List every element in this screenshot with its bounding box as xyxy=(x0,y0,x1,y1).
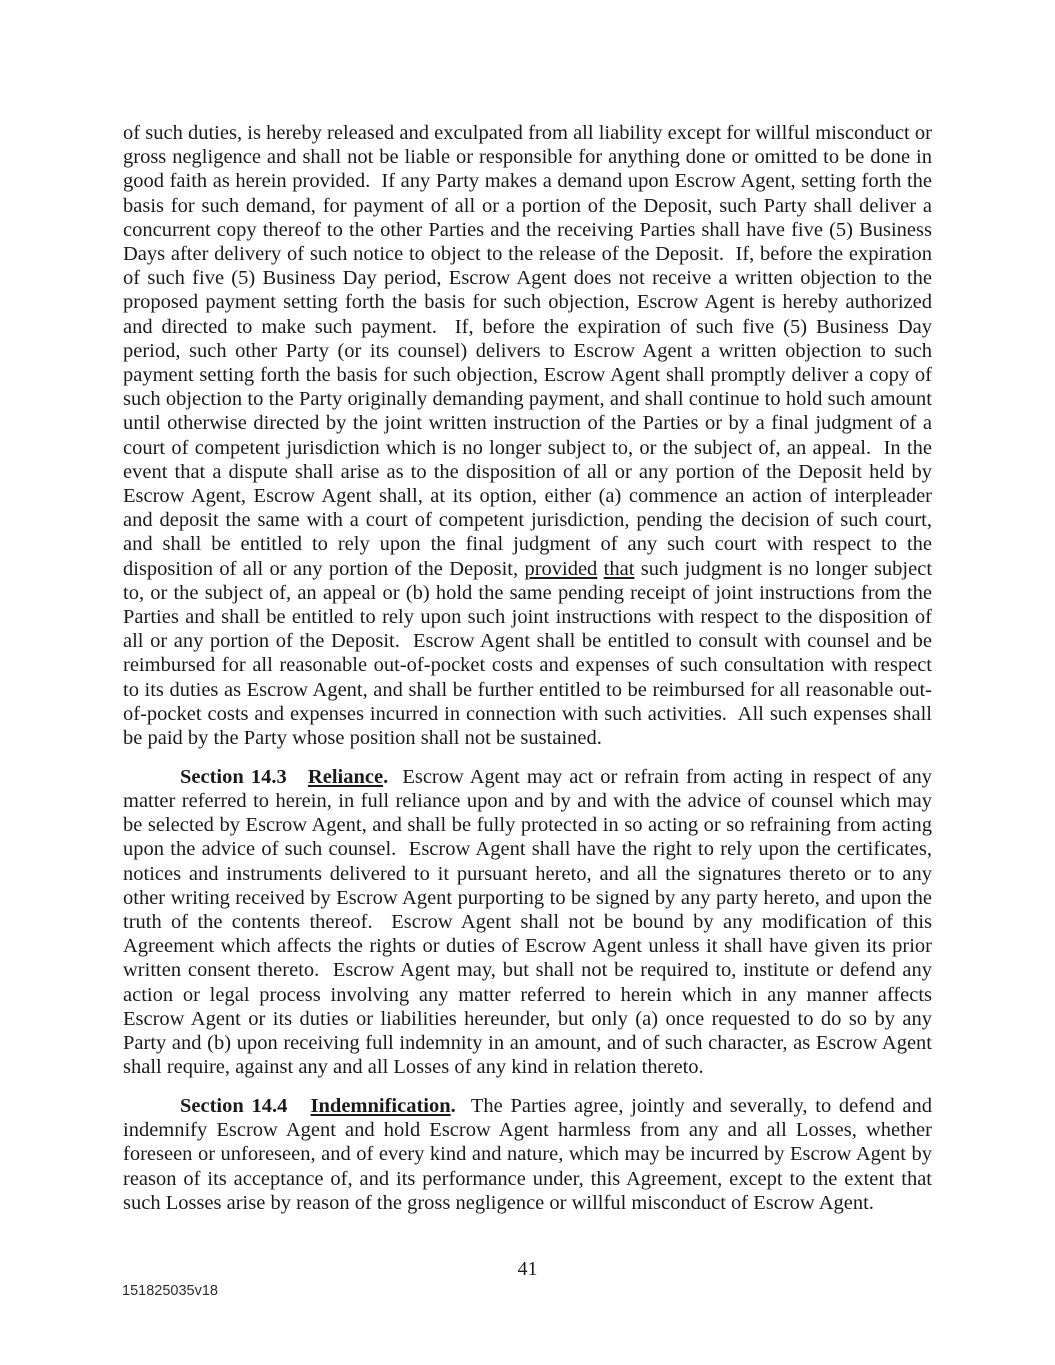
text-run: Escrow Agent may act or refrain from acting in respect of any matter referred to herein, in full reliance upon and by and with the advice of counsel which may be selected by Escrow Agent, and shall be fully protected in so acting or so refraining from acting upon the advice of such counsel. Escrow Agent shall have the right to rely upon the certificates, notices and instruments delivered to it pursuant hereto, and all the signatures thereto or to any other writing received by Escrow Agent purporting to be signed by any party hereto, and upon the truth of the contents thereof. Escrow Agent shall not be bound by any modification of this Agreement which affects the rights or duties of Escrow Agent unless it shall have given its prior written consent thereto. Escrow Agent may, but shall not be required to, institute or defend any action or legal process involving any matter referred to herein which in any manner affects Escrow Agent or its duties or liabilities hereunder, but only (a) once requested to do so by any Party and (b) upon receiving full indemnity in an amount, and of such character, as Escrow Agent shall require, against any and all Losses of any kind in relation thereto. xyxy=(123,765,932,1079)
text-run: Indemnification xyxy=(310,1094,451,1117)
text-run: that xyxy=(603,557,635,580)
text-run xyxy=(287,766,308,788)
document-id-footer: 151825035v18 xyxy=(122,1283,218,1299)
text-run: . xyxy=(450,1094,456,1117)
text-run: . xyxy=(383,765,389,788)
paragraph xyxy=(123,1094,932,1215)
text-run: Section 14.3 xyxy=(180,765,287,788)
text-run: such judgment is no longer subject to, or the subject of, an appeal or (b) hold the same pending receipt of joint instructions from the Parties and shall be entitled to rely upon such joint instructions with respect to the disposition of all or any portion of the Deposit. Escrow Agent shall be entitled to consult with counsel and be reimbursed for all reasonable out-of-pocket costs and expenses of such consultation with respect to its duties as Escrow Agent, and shall be further entitled to be reimbursed for all reasonable out-of-pocket costs and expenses incurred in connection with such activities. All such expenses shall be paid by the Party whose position shall not be sustained. xyxy=(123,557,933,750)
text-run: of such duties, is hereby released and exculpated from all liability except for willful misconduct or gross negligence and shall not be liable or responsible for anything done or omitted to be done in good faith as herein provided. If any Party makes a demand upon Escrow Agent, setting forth the basis for such demand, for payment of all or a portion of the Deposit, such Party shall deliver a concurrent copy thereof to the other Parties and the receiving Parties shall have five (5) Business Days after delivery of such notice to object to the release of the Deposit. If, before the expiration of such five (5) Business Day period, Escrow Agent does not receive a written objection to the proposed payment setting forth the basis for such objection, Escrow Agent is hereby authorized and directed to make such payment. If, before the expiration of such five (5) Business Day period, such other Party (or its counsel) delivers to Escrow Agent a written objection to such payment setting forth the basis for such objection, Escrow Agent shall promptly deliver a copy of such objection to the Party originally demanding payment, and shall continue to hold such amount until otherwise directed by the joint written instruction of the Parties or by a final judgment of a court of competent jurisdiction which is no longer subject to, or the subject of, an appeal. In the event that a dispute shall arise as to the disposition of all or any portion of the Deposit held by Escrow Agent, Escrow Agent shall, at its option, either (a) commence an action of interpleader and deposit the same with a court of competent jurisdiction, pending the decision of such court, and shall be entitled to rely upon the final judgment of any such court with respect to the disposition of all or any portion of the Deposit, xyxy=(123,122,932,580)
document-body xyxy=(123,121,932,1229)
text-run: Section 14.4 xyxy=(180,1094,288,1117)
text-run: provided xyxy=(524,557,598,580)
text-run: Reliance xyxy=(307,765,384,788)
text-run: The Parties agree, jointly and severally, to defend and indemnify Escrow Agent and hold Escrow Agent harmless from any and all Losses, whether foreseen or unforeseen, and of every kind and nature, which may be incurred by Escrow Agent by reason of its acceptance of, and its performance under, this Agreement, except to the extent that such Losses arise by reason of the gross negligence or willful misconduct of Escrow Agent. xyxy=(123,1094,933,1214)
text-run xyxy=(287,1095,310,1117)
page-number: 41 xyxy=(517,1258,538,1280)
paragraph xyxy=(123,765,932,1080)
paragraph xyxy=(123,121,932,750)
